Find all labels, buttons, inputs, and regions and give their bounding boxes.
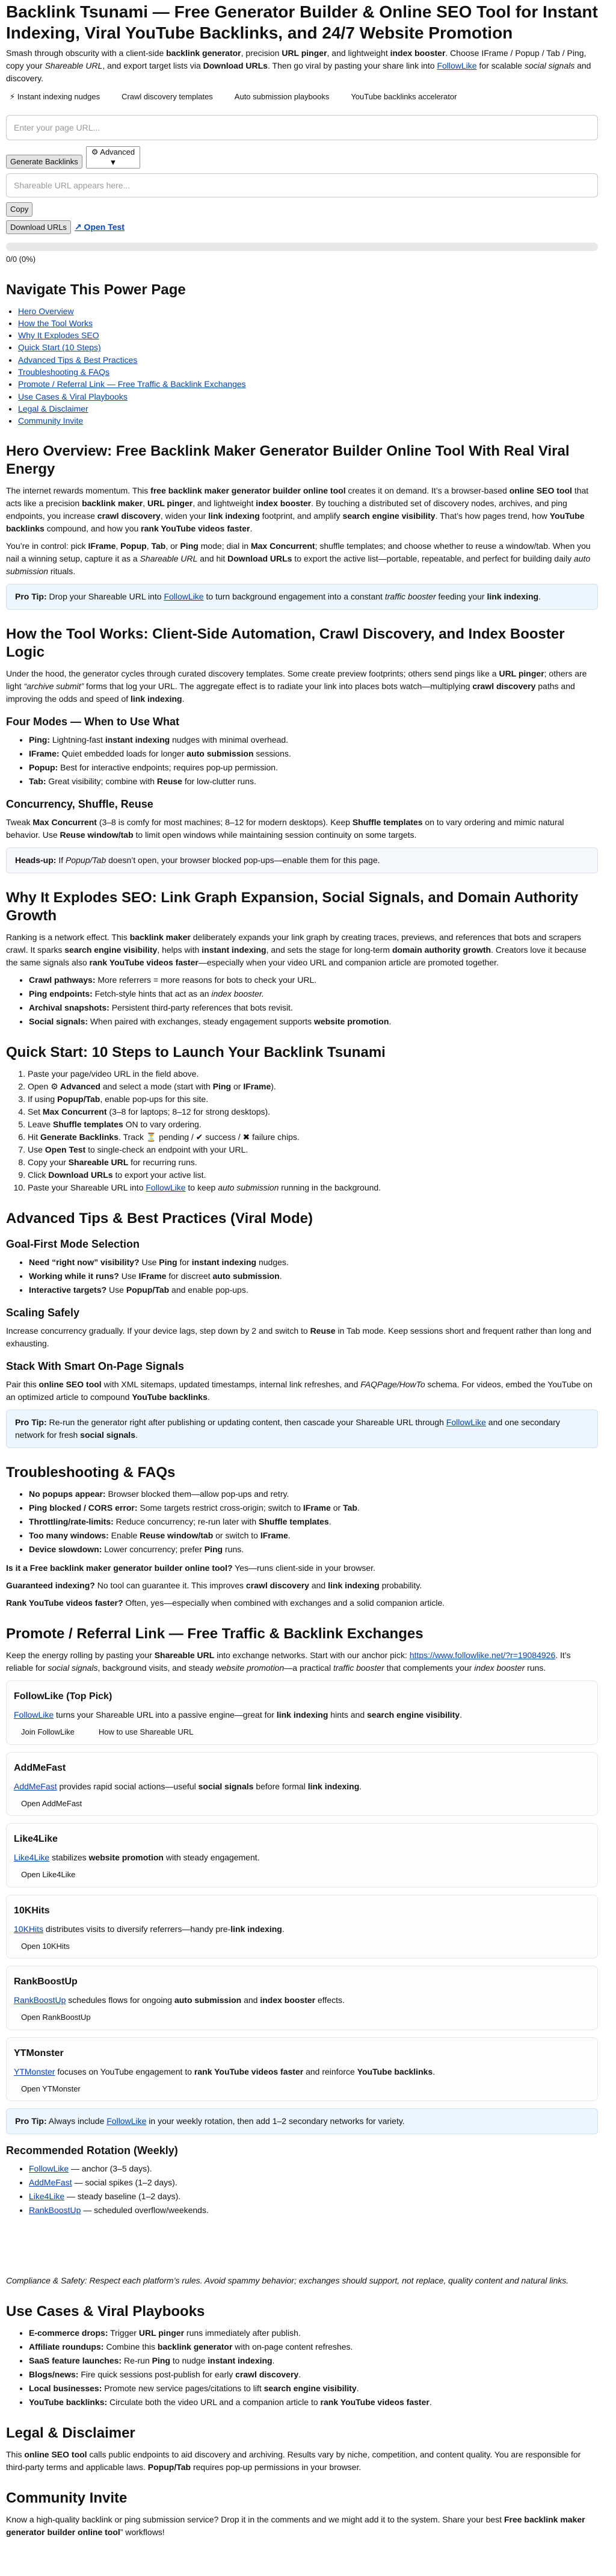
list-item: • Interactive targets? Use Popup/Tab and enable pop-ups. [29,1284,598,1296]
modes-list [6,734,598,788]
why-paragraph: Ranking is a network effect. This backlink maker deliberately expands your link graph by creating traces, previews, and references that bots and scrapers crawl. It sparks search engine visibility, helps with instant indexing, and sets the stage for long-term domain authority growth. Creators love it because the same signals also rank YouTube videos faster—especially when your video URL and companion article are promoted together. [6,932,587,968]
list-item: • RankBoostUp — scheduled overflow/weekends. [29,2204,598,2217]
toc-use-cases[interactable]: Use Cases & Viral Playbooks [18,391,128,401]
open-10khits-button[interactable]: Open 10KHits [21,1941,70,1951]
list-item: • SaaS feature launches: Re-run Ping to nudge instant indexing. [29,2355,598,2367]
list-item: • AddMeFast — social spikes (1–2 days). [29,2176,598,2189]
list-item: • Working while it runs? Use IFrame for discreet auto submission. [29,1270,598,1283]
download-urls-button[interactable]: Download URLs [6,220,71,235]
toc-how-it-works[interactable]: How the Tool Works [18,318,93,328]
list-item: • Need “right now” visibility? Use Ping for instant indexing nudges. [29,1256,598,1269]
list-item: 2. Open ⚙ Advanced and select a mode (start with Ping or IFrame). [28,1080,598,1093]
progress-bar [6,243,598,251]
quick-link-youtube-backlinks[interactable]: YouTube backlinks accelerator [351,92,457,101]
faq-2: Guaranteed indexing? No tool can guarantee it. This improves crawl discovery and link indexing probability. [6,1581,422,1591]
open-like4like-button[interactable]: Open Like4Like [21,1870,76,1880]
join-followlike-button[interactable]: Join FollowLike [21,1727,75,1737]
troubleshooting-list [6,1488,598,1556]
list-item: • Blogs/news: Fire quick sessions post-publish for early crawl discovery. [29,2368,598,2381]
url-input[interactable] [6,115,598,140]
list-item: • Social signals: When paired with exchanges, steady engagement supports website promotion. [29,1015,598,1028]
quick-start-heading: Quick Start: 10 Steps to Launch Your Backlink Tsunami [6,1044,386,1061]
shareable-url-field[interactable] [6,173,598,197]
community-heading: Community Invite [6,2490,128,2507]
table-of-contents [18,305,598,427]
card-text: Like4Like stabilizes website promotion with steady engagement. [14,1853,260,1863]
list-item: 7. Use Open Test to single-check an endpoint with your URL. [28,1144,598,1156]
quick-link-auto-submission[interactable]: Auto submission playbooks [234,92,330,101]
list-item: • Crawl pathways: More referrers = more reasons for bots to check your URL. [29,974,598,986]
toc-why-it-explodes[interactable]: Why It Explodes SEO [18,330,99,341]
list-item: • Ping endpoints: Fetch-style hints that act as an index booster. [29,988,598,1000]
why-heading: Why It Explodes SEO: Link Graph Expansion, Social Signals, and Domain Authority Growth [6,890,579,924]
card-title: RankBoostUp [14,1977,78,1987]
community-paragraph: Know a high-quality backlink or ping submission service? Drop it in the comments and we might add it to the system. Share your best Free backlink maker generator builder online tool” workflows! [6,2515,585,2537]
copy-button[interactable]: Copy [6,202,32,217]
modes-heading: Four Modes — When to Use What [6,716,179,728]
spacer [6,2223,598,2274]
list-item: • Device slowdown: Lower concurrency; prefer Ping runs. [29,1543,598,1556]
card-title: FollowLike (Top Pick) [14,1691,112,1702]
open-addmefast-button[interactable]: Open AddMeFast [21,1798,82,1808]
followlike-link[interactable]: FollowLike [164,592,204,602]
stack-heading: Stack With Smart On-Page Signals [6,1360,184,1373]
hero-pro-tip: Pro Tip: Drop your Shareable URL into FollowLike to turn background engagement into a constant traffic booster feeding your link indexing. [6,584,598,610]
advanced-toggle[interactable] [86,146,140,169]
stack-paragraph: Pair this online SEO tool with XML sitemaps, updated timestamps, internal link refreshes, and FAQPage/HowTo schema. For videos, embed the YouTube on an optimized article to compound YouTube backlinks. [6,1379,593,1402]
list-item: 10. Paste your Shareable URL into FollowLike to keep auto submission running in the background. [28,1181,598,1194]
troubleshooting-heading: Troubleshooting & FAQs [6,1464,176,1481]
followlike-link[interactable]: FollowLike [106,2116,147,2126]
list-item: • Archival snapshots: Persistent third-party references that bots revisit. [29,1002,598,1014]
exchange-card-addmefast [6,1752,598,1816]
card-title: 10KHits [14,1905,50,1916]
list-item: • Ping blocked / CORS error: Some targets restrict cross-origin; switch to IFrame or Tab. [29,1502,598,1514]
rankboostup-link[interactable]: RankBoostUp [14,1995,66,2005]
followlike-link[interactable]: FollowLike [14,1710,54,1720]
chevron-down-icon: ▼ [109,158,117,167]
toc-promote[interactable]: Promote / Referral Link — Free Traffic & Backlink Exchanges [18,379,246,389]
promote-heading: Promote / Referral Link — Free Traffic & Backlink Exchanges [6,1626,424,1643]
followlike-link[interactable]: FollowLike [146,1183,186,1193]
nav-heading: Navigate This Power Page [6,281,186,298]
list-item: 4. Set Max Concurrent (3–8 for laptops; 8–12 for strong desktops). [28,1106,598,1118]
rotation-heading: Recommended Rotation (Weekly) [6,2144,178,2157]
quick-links [10,91,598,103]
exchange-card-10khits [6,1895,598,1959]
compliance-note: Compliance & Safety: Respect each platform’s rules. Avoid spammy behavior; exchanges should support, not replace, quality content and natural links. [6,2276,569,2286]
goal-heading: Goal-First Mode Selection [6,1238,140,1251]
card-text: RankBoostUp schedules flows for ongoing auto submission and index booster effects. [14,1995,345,2005]
use-cases-list [6,2327,598,2409]
card-actions [14,2011,590,2023]
card-actions [14,1798,590,1810]
list-item: • Affiliate roundups: Combine this backlink generator with on-page content refreshes. [29,2341,598,2353]
goal-list [6,1256,598,1296]
addmefast-link[interactable]: AddMeFast [14,1781,57,1791]
intro-paragraph: Smash through obscurity with a client-side backlink generator, precision URL pinger, and lightweight index booster. Choose IFrame / Popup / Tab / Ping, copy your Shareable URL, and export target lists via Download URLs. Then go viral by pasting your share link into FollowLike for scalable social signals and discovery. [6,48,591,83]
hero-paragraph-1: The internet rewards momentum. This free backlink maker generator builder online tool creates it on demand. It’s a browser-based online SEO tool that acts like a precision backlink maker, URL pinger, and lightweight index booster. By touching a distributed set of discovery nodes, archives, and ping endpoints, you increase crawl discovery, widen your link indexing footprint, and amplify search engine visibility. That’s how pages trend, how YouTube backlinks compound, and how you rank YouTube videos faster. [6,486,589,534]
why-list [6,974,598,1028]
card-text: 10KHits distributes visits to diversify referrers—handy pre-link indexing. [14,1924,285,1934]
promote-pro-tip: Pro Tip: Always include FollowLike in your weekly rotation, then add 1–2 secondary networks for variety. [6,2108,598,2134]
toc-quick-start[interactable]: Quick Start (10 Steps) [18,342,101,353]
card-actions [14,1726,590,1738]
card-text: YTMonster focuses on YouTube engagement to rank YouTube videos faster and reinforce YouTube backlinks. [14,2066,436,2076]
open-rankboostup-button[interactable]: Open RankBoostUp [21,2013,91,2022]
concurrency-paragraph: Tweak Max Concurrent (3–8 is comfy for most machines; 8–12 for modern desktops). Keep Shuffle templates on to vary ordering and mimic natural behavior. Use Reuse window/tab to limit open windows while maintaining session continuity on some targets. [6,817,564,840]
legal-heading: Legal & Disclaimer [6,2425,135,2442]
page-title: Backlink Tsunami — Free Generator Builder & Online SEO Tool for Instant Indexing, Viral YouTube Backlinks, and 24/7 Website Promotion [6,2,598,42]
how-to-use-shareable-url-button[interactable]: How to use Shareable URL [98,1727,194,1737]
exchange-card-ytmonster [6,2037,598,2102]
shareable-url-placeholder: Shareable URL appears here... [14,180,131,190]
list-item: • FollowLike — anchor (3–5 days). [29,2163,598,2175]
generate-backlinks-button[interactable]: Generate Backlinks [6,155,82,169]
tool-controls [6,146,598,169]
followlike-link[interactable]: FollowLike [437,61,477,70]
exchange-card-like4like [6,1823,598,1887]
followlike-link[interactable]: FollowLike [446,1417,486,1428]
list-item: 1. Paste your page/video URL in the field above. [28,1068,598,1080]
hero-paragraph-2: You’re in control: pick IFrame, Popup, Tab, or Ping mode; dial in Max Concurrent; shuffle templates; and choose whether to reuse a window/tab. When you nail a winning setup, capture it as a Shareable URL and hit Download URLs to export the active list—portable, repeatable, and perfect for building daily auto submission rituals. [6,541,591,577]
referral-link[interactable]: https://www.followlike.net/?r=19084926 [409,1650,556,1661]
advanced-label: ⚙ Advanced [91,147,135,156]
exchange-card-rankboostup [6,1966,598,2030]
open-test-link[interactable]: ↗ Open Test [74,221,125,232]
list-item: 6. Hit Generate Backlinks. Track ⏳ pending / ✔ success / ✖ failure chips. [28,1131,598,1144]
ytmonster-link[interactable]: YTMonster [14,2066,55,2076]
toc-legal[interactable]: Legal & Disclaimer [18,403,88,413]
card-actions [14,2083,590,2095]
list-item: 3. If using Popup/Tab, enable pop-ups for this site. [28,1093,598,1106]
how-paragraph: Under the hood, the generator cycles through curated discovery templates. Some create preview footprints; others send pings like a URL pinger; others are light “archive submit” forms that log your URL. The aggregate effect is to radiate your link into places bots watch—multiplying crawl discovery paths and improving the odds and speed of link indexing. [6,669,587,704]
toc-hero-overview[interactable]: Hero Overview [18,306,74,316]
toc-advanced-tips[interactable]: Advanced Tips & Best Practices [18,355,138,365]
toc-troubleshooting[interactable]: Troubleshooting & FAQs [18,367,110,377]
card-text: FollowLike turns your Shareable URL into a passive engine—great for link indexing hints and search engine visibility. [14,1710,462,1720]
list-item: • Like4Like — steady baseline (1–2 days). [29,2190,598,2203]
rankboostup-link[interactable]: RankBoostUp [29,2205,81,2215]
list-item: • YouTube backlinks: Circulate both the video URL and a companion article to rank YouTube videos faster. [29,2396,598,2409]
faq-3: Rank YouTube videos faster? Often, yes—especially when combined with exchanges and a solid companion article. [6,1598,445,1608]
card-title: YTMonster [14,2048,64,2058]
promote-paragraph: Keep the energy rolling by pasting your Shareable URL into exchange networks. Start with our anchor pick: https://www.followlike.net/?r=19084926. It’s reliable for social signals, background visits, and steady website promotion—a practical traffic booster that complements your index booster runs. [6,1650,571,1673]
rotation-list [6,2163,598,2217]
how-heading: How the Tool Works: Client-Side Automation, Crawl Discovery, and Index Booster Logic [6,626,565,661]
list-item: • Tab: Great visibility; combine with Reuse for low-clutter runs. [29,775,598,788]
list-item: 5. Leave Shuffle templates ON to vary ordering. [28,1118,598,1131]
like4like-link[interactable]: Like4Like [29,2191,65,2202]
quick-start-steps [6,1068,598,1194]
concurrency-heading: Concurrency, Shuffle, Reuse [6,798,153,811]
list-item: • IFrame: Quiet embedded loads for longer auto submission sessions. [29,748,598,760]
card-title: AddMeFast [14,1762,66,1773]
toc-community[interactable]: Community Invite [18,416,84,426]
progress-status: 0/0 (0%) [6,255,36,264]
scaling-paragraph: Increase concurrency gradually. If your device lags, step down by 2 and switch to Reuse in Tab mode. Keep sessions short and frequent rather than long and exhausting. [6,1326,592,1349]
open-ytmonster-button[interactable]: Open YTMonster [21,2084,81,2093]
10khits-link[interactable]: 10KHits [14,1924,44,1934]
list-item: • Local businesses: Promote new service pages/citations to lift search engine visibility. [29,2382,598,2395]
card-text: AddMeFast provides rapid social actions—useful social signals before formal link indexing. [14,1781,362,1791]
legal-paragraph: This online SEO tool calls public endpoints to aid discovery and archiving. Results vary by niche, competition, and content quality. You are responsible for third-party terms and applicable laws. Popup/Tab requires pop-up permissions in your browser. [6,2450,581,2472]
hero-heading: Hero Overview: Free Backlink Maker Generator Builder Online Tool With Real Viral Energy [6,443,570,478]
like4like-link[interactable]: Like4Like [14,1853,50,1863]
list-item: • Popup: Best for interactive endpoints; requires pop-up permission. [29,761,598,774]
list-item: 9. Click Download URLs to export your active list. [28,1169,598,1181]
card-actions [14,1869,590,1881]
use-cases-heading: Use Cases & Viral Playbooks [6,2303,205,2320]
list-item: • Ping: Lightning-fast instant indexing nudges with minimal overhead. [29,734,598,746]
card-actions [14,1940,590,1952]
advanced-heading: Advanced Tips & Best Practices (Viral Mode) [6,1210,313,1227]
card-title: Like4Like [14,1834,58,1845]
advanced-pro-tip: Pro Tip: Re-run the generator right after publishing or updating content, then cascade your Shareable URL through FollowLike and one secondary network for fresh social signals. [6,1410,598,1448]
list-item: • Too many windows: Enable Reuse window/tab or switch to IFrame. [29,1529,598,1542]
scaling-heading: Scaling Safely [6,1307,80,1319]
list-item: 8. Copy your Shareable URL for recurring runs. [28,1156,598,1169]
addmefast-link[interactable]: AddMeFast [29,2178,72,2188]
quick-link-instant-indexing[interactable]: ⚡ Instant indexing nudges [10,92,100,101]
list-item: • Throttling/rate-limits: Reduce concurrency; re-run later with Shuffle templates. [29,1516,598,1528]
followlike-link[interactable]: FollowLike [29,2164,69,2174]
list-item: • E-commerce drops: Trigger URL pinger runs immediately after publish. [29,2327,598,2339]
faq-1: Is it a Free backlink maker generator builder online tool? Yes—runs client-side in your browser. [6,1563,375,1573]
list-item: • No popups appear: Browser blocked them—allow pop-ups and retry. [29,1488,598,1500]
quick-link-crawl-discovery[interactable]: Crawl discovery templates [122,92,213,101]
exchange-card-followlike [6,1680,598,1745]
heads-up-note: Heads-up: If Popup/Tab doesn’t open, your browser blocked pop-ups—enable them for this page. [6,847,598,873]
